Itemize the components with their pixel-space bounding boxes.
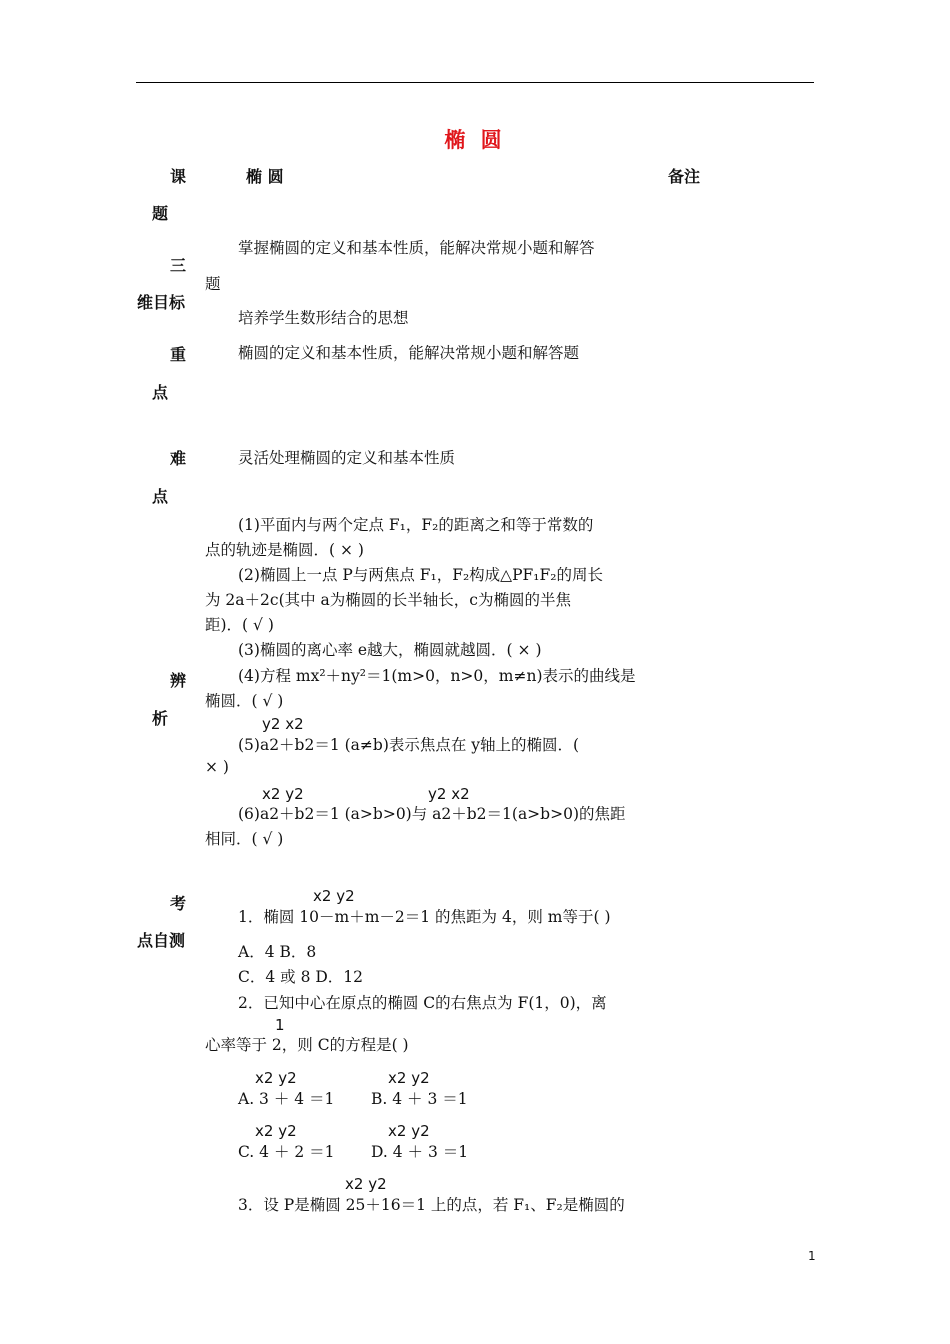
test-q1-options-cd: C．4 或 8 D．12 <box>238 968 364 986</box>
label-topic-1: 课 <box>170 167 187 186</box>
test-q2-option-c-numerators: x2 y2 <box>255 1122 297 1140</box>
test-q2-option-d: D. 4 ＋ 3 ＝1 <box>371 1143 469 1161</box>
test-q1-options-ab: A．4 B．8 <box>238 943 317 961</box>
label-key-2: 点 <box>152 383 169 402</box>
test-q1-stem: 1．椭圆 10－m＋m－2＝1 的焦距为 4，则 m等于( ) <box>238 908 611 926</box>
test-q2-option-c: C. 4 ＋ 2 ＝1 <box>238 1143 335 1161</box>
test-q3-fraction-numerators: x2 y2 <box>345 1175 387 1193</box>
test-q2-line-2: 心率等于 2，则 C的方程是( ) <box>205 1036 409 1054</box>
goals-line-3: 培养学生数形结合的思想 <box>238 309 409 327</box>
analysis-item-5-line-1: (5)a2＋b2＝1 (a≠b)表示焦点在 y轴上的椭圆．( <box>238 736 580 754</box>
analysis-item-2-line-3: 距)．( √ ) <box>205 616 274 634</box>
analysis-item-1-line-2: 点的轨迹是椭圆．( × ) <box>205 541 364 559</box>
test-q2-fraction-numerator: 1 <box>275 1016 285 1034</box>
label-analysis-2: 析 <box>152 709 169 728</box>
analysis-item-6-fraction-numerators-1: x2 y2 <box>262 785 304 803</box>
analysis-item-2-line-2: 为 2a＋2c(其中 a为椭圆的长半轴长，c为椭圆的半焦 <box>205 591 571 609</box>
analysis-item-1-line-1: (1)平面内与两个定点 F₁，F₂的距离之和等于常数的 <box>238 516 594 534</box>
test-q2-option-d-numerators: x2 y2 <box>388 1122 430 1140</box>
analysis-item-6-line-1: (6)a2＋b2＝1 (a>b>0)与 a2＋b2＝1(a>b>0)的焦距 <box>238 805 626 823</box>
goals-line-2: 题 <box>205 275 221 293</box>
difficulty-text: 灵活处理椭圆的定义和基本性质 <box>238 449 456 467</box>
test-q2-option-b-numerators: x2 y2 <box>388 1069 430 1087</box>
header-rule <box>136 82 814 83</box>
page-number: 1 <box>808 1249 816 1263</box>
page-title: 椭 圆 <box>444 127 506 152</box>
label-key-1: 重 <box>170 345 187 364</box>
analysis-item-4-line-2: 椭圆．( √ ) <box>205 692 284 710</box>
test-q2-option-a: A. 3 ＋ 4 ＝1 <box>238 1090 335 1108</box>
test-q3-stem: 3．设 P是椭圆 25＋16＝1 上的点，若 F₁、F₂是椭圆的 <box>238 1196 625 1214</box>
label-test-1: 考 <box>170 894 187 913</box>
analysis-item-6-fraction-numerators-2: y2 x2 <box>428 785 470 803</box>
label-goals-1: 三 <box>170 256 187 275</box>
test-q2-option-b: B. 4 ＋ 3 ＝1 <box>371 1090 468 1108</box>
label-difficulty-2: 点 <box>152 487 169 506</box>
label-difficulty-1: 难 <box>170 449 187 468</box>
analysis-item-2-line-1: (2)椭圆上一点 P与两焦点 F₁，F₂构成△PF₁F₂的周长 <box>238 566 603 584</box>
label-topic-2: 题 <box>152 204 169 223</box>
test-q1-fraction-numerators: x2 y2 <box>313 887 355 905</box>
label-analysis-1: 辨 <box>170 671 187 690</box>
label-goals-2: 维目标 <box>137 293 186 312</box>
remark-label: 备注 <box>668 167 701 186</box>
label-test-2: 点自测 <box>137 931 186 950</box>
topic-value: 椭 圆 <box>246 167 284 186</box>
key-point-text: 椭圆的定义和基本性质，能解决常规小题和解答题 <box>238 344 580 362</box>
analysis-item-5-line-2: × ) <box>205 758 229 776</box>
analysis-item-5-fraction-numerators: y2 x2 <box>262 715 304 733</box>
goals-line-1: 掌握椭圆的定义和基本性质，能解决常规小题和解答 <box>238 239 595 257</box>
test-q2-line-1: 2．已知中心在原点的椭圆 C的右焦点为 F(1，0)，离 <box>238 994 607 1012</box>
analysis-item-3: (3)椭圆的离心率 e越大，椭圆就越圆．( × ) <box>238 641 542 659</box>
test-q2-option-a-numerators: x2 y2 <box>255 1069 297 1087</box>
analysis-item-6-line-2: 相同．( √ ) <box>205 830 284 848</box>
analysis-item-4-line-1: (4)方程 mx²＋ny²＝1(m>0，n>0，m≠n)表示的曲线是 <box>238 667 636 685</box>
